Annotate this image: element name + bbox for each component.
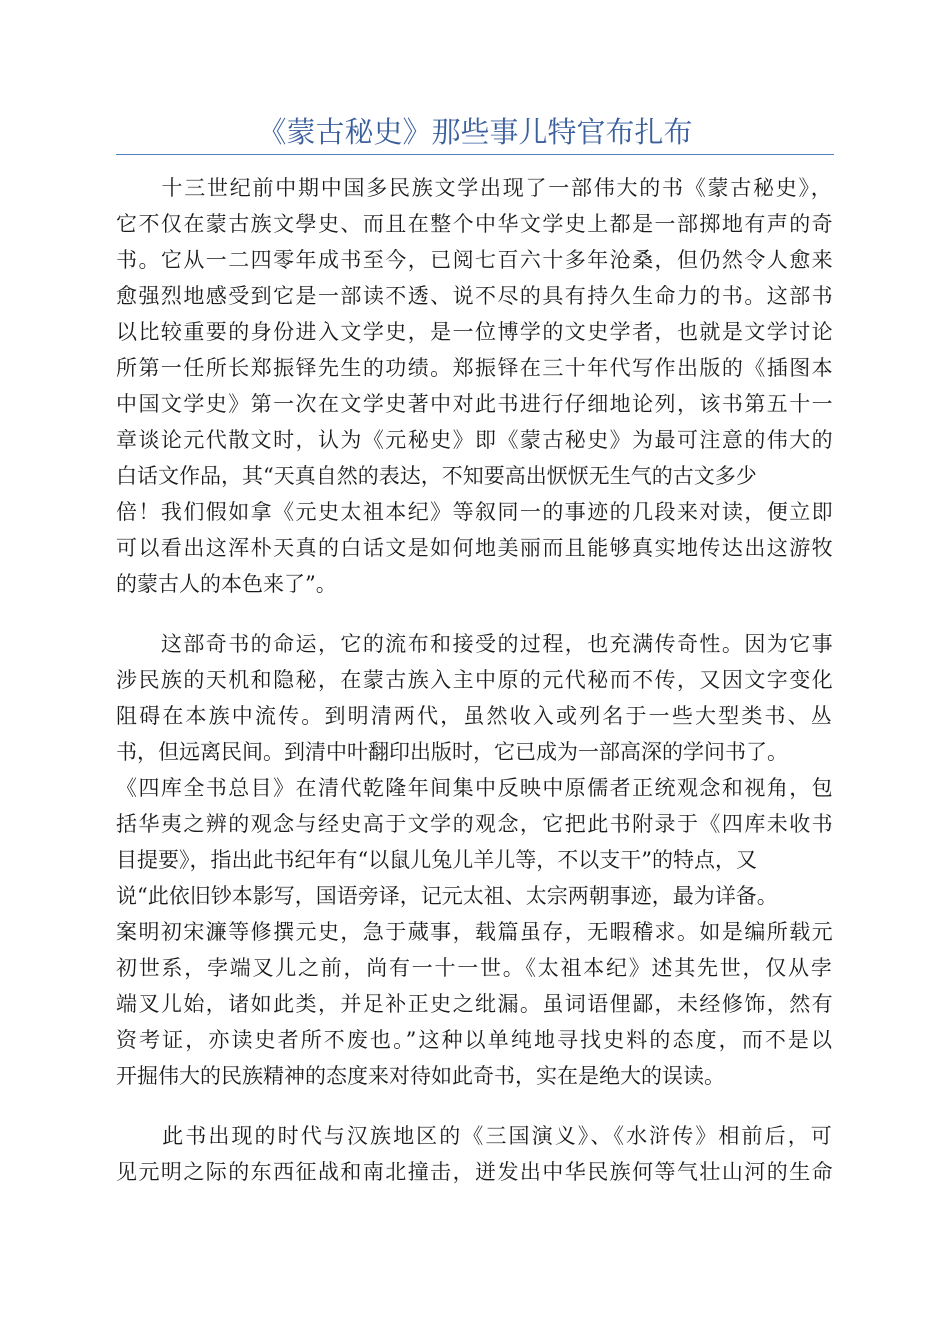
document-body bbox=[116, 170, 834, 1214]
paragraph-line: 愈强烈地感受到它是一部读不透、说不尽的具有持久生命力的书。这部书 bbox=[116, 284, 835, 308]
paragraph-line: 的蒙古人的本色来了”。 bbox=[116, 572, 337, 596]
paragraph-line: 涉民族的天机和隐秘，在蒙古族入主中原的元代秘而不传，又因文字变化 bbox=[116, 668, 835, 692]
paragraph-line: 这部奇书的命运，它的流布和接受的过程，也充满传奇性。因为它事 bbox=[116, 632, 835, 656]
paragraph-line: 它不仅在蒙古族文學史、而且在整个中华文学史上都是一部掷地有声的奇 bbox=[116, 212, 835, 236]
paragraph-line: 此书出现的时代与汉族地区的《三国演义》、《水浒传》相前后，可 bbox=[116, 1124, 834, 1148]
title-underline bbox=[116, 154, 834, 155]
body-paragraph bbox=[116, 626, 834, 1094]
paragraph-line: 白话文作品，其“天真自然的表达，不知要高出恹恹无生气的古文多少 bbox=[116, 464, 757, 488]
paragraph-line: 资考证，亦读史者所不废也。”这种以单纯地寻找史料的态度，而不是以 bbox=[116, 1028, 835, 1052]
body-paragraph bbox=[116, 170, 834, 602]
paragraph-line: 端叉儿始，诸如此类，并足补正史之纰漏。虽词语俚鄙，未经修饰，然有 bbox=[116, 992, 835, 1016]
paragraph-line: 书，但远离民间。到清中叶翻印出版时，它已成为一部高深的学问书了。 bbox=[116, 740, 788, 764]
paragraph-line: 所第一任所长郑振铎先生的功绩。郑振铎在三十年代写作出版的《插图本 bbox=[116, 356, 835, 380]
paragraph-line: 以比较重要的身份进入文学史，是一位博学的文史学者，也就是文学讨论 bbox=[116, 320, 835, 344]
paragraph-line: 目提要》，指出此书纪年有“以鼠儿兔儿羊儿等，不以支干”的特点，又 bbox=[116, 848, 757, 872]
paragraph-line: 初世系，孛端叉儿之前，尚有一十一世。《太祖本纪》述其先世，仅从孛 bbox=[116, 956, 834, 980]
paragraph-line: 十三世纪前中期中国多民族文学出现了一部伟大的书《蒙古秘史》， bbox=[116, 176, 834, 200]
paragraph-line: 案明初宋濂等修撰元史，急于蒇事，载篇虽存，无暇稽求。如是编所载元 bbox=[116, 920, 835, 944]
paragraph-line: 可以看出这浑朴天真的白话文是如何地美丽而且能够真实地传达出这游牧 bbox=[116, 536, 835, 560]
paragraph-line: 见元明之际的东西征战和南北撞击，迸发出中华民族何等气壮山河的生命 bbox=[116, 1160, 835, 1184]
paragraph-line: 章谈论元代散文时，认为《元秘史》即《蒙古秘史》为最可注意的伟大的 bbox=[116, 428, 835, 452]
paragraph-line: 括华夷之辨的观念与经史高于文学的观念，它把此书附录于《四库未收书 bbox=[116, 812, 835, 836]
paragraph-line: 中国文学史》第一次在文学史著中对此书进行仔细地论列，该书第五十一 bbox=[116, 392, 835, 416]
paragraph-line: 开掘伟大的民族精神的态度来对待如此奇书，实在是绝大的误读。 bbox=[116, 1064, 725, 1088]
paragraph-line: 《四库全书总目》在清代乾隆年间集中反映中原儒者正统观念和视角，包 bbox=[116, 776, 835, 800]
document-title: 《蒙古秘史》那些事儿特官布扎布 bbox=[257, 115, 693, 149]
paragraph-line: 书。它从一二四零年成书至今，已阅七百六十多年沧桑，但仍然令人愈来 bbox=[116, 248, 835, 272]
body-paragraph bbox=[116, 1118, 834, 1190]
paragraph-line: 倍！我们假如拿《元史太祖本纪》等叙同一的事迹的几段来对读，便立即 bbox=[116, 500, 835, 524]
paragraph-line: 阻碍在本族中流传。到明清两代，虽然收入或列名于一些大型类书、丛 bbox=[116, 704, 834, 728]
paragraph-line: 说“此依旧钞本影写，国语旁译，记元太祖、太宗两朝事迹，最为详备。 bbox=[116, 884, 778, 908]
